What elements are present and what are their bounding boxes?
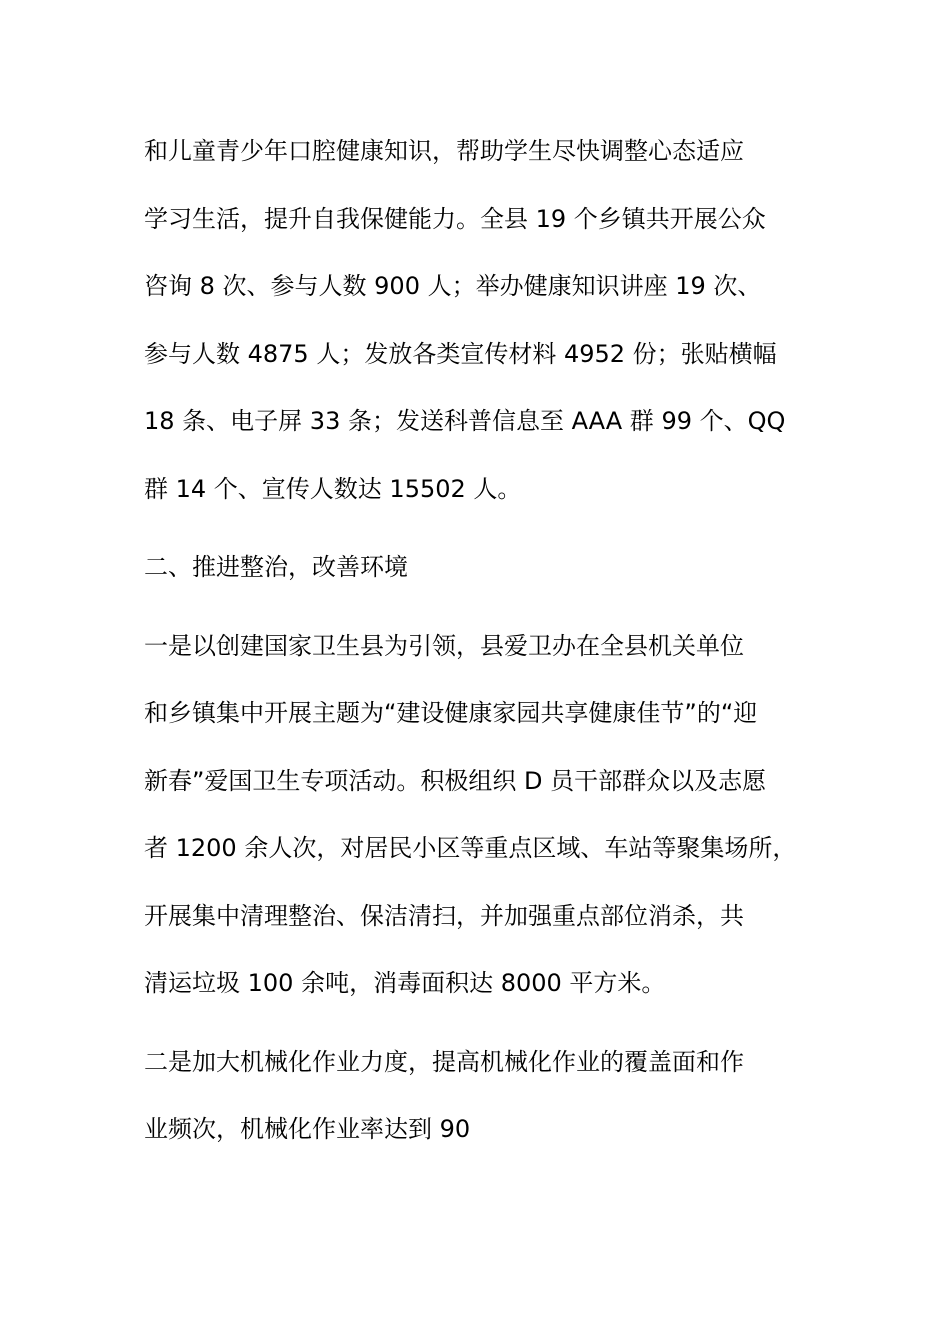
heading-text: 二、推进整治，改善环境 xyxy=(144,553,408,581)
text-line: 一是以创建国家卫生县为引领，县爱卫办在全县机关单位 xyxy=(144,631,744,660)
text-line: 清运垃圾 100 余吨，消毒面积达 8000 平方米。 xyxy=(144,969,666,997)
text-line: 开展集中清理整治、保洁清扫，并加强重点部位消杀，共 xyxy=(144,901,744,930)
document-body xyxy=(144,118,844,1164)
text-line: 二是加大机械化作业力度，提高机械化作业的覆盖面和作 xyxy=(144,1047,744,1076)
paragraph-spacer xyxy=(144,523,844,534)
paragraph-mechanization xyxy=(144,1029,844,1164)
section-heading xyxy=(144,534,844,602)
paragraph-spacer xyxy=(144,602,844,613)
paragraph-outreach-stats xyxy=(144,118,844,523)
paragraph-sanitation-campaign xyxy=(144,613,844,1018)
text-line: 18 条、电子屏 33 条；发送科普信息至 AAA 群 99 个、QQ xyxy=(144,407,786,435)
text-line: 学习生活，提升自我保健能力。全县 19 个乡镇共开展公众 xyxy=(144,204,766,233)
text-line: 咨询 8 次、参与人数 900 人；举办健康知识讲座 19 次、 xyxy=(144,272,762,300)
text-line: 业频次，机械化作业率达到 90 xyxy=(144,1115,471,1143)
text-line: 和乡镇集中开展主题为“建设健康家园共享健康佳节”的“迎 xyxy=(144,699,758,727)
paragraph-spacer xyxy=(144,1018,844,1029)
text-line: 和儿童青少年口腔健康知识，帮助学生尽快调整心态适应 xyxy=(144,137,744,165)
text-line: 群 14 个、宣传人数达 15502 人。 xyxy=(144,474,522,503)
text-line: 新春”爱国卫生专项活动。积极组织 D 员干部群众以及志愿 xyxy=(144,766,767,795)
text-line: 参与人数 4875 人；发放各类宣传材料 4952 份；张贴横幅 xyxy=(144,339,777,368)
text-line: 者 1200 余人次，对居民小区等重点区域、车站等聚集场所， xyxy=(144,834,797,862)
